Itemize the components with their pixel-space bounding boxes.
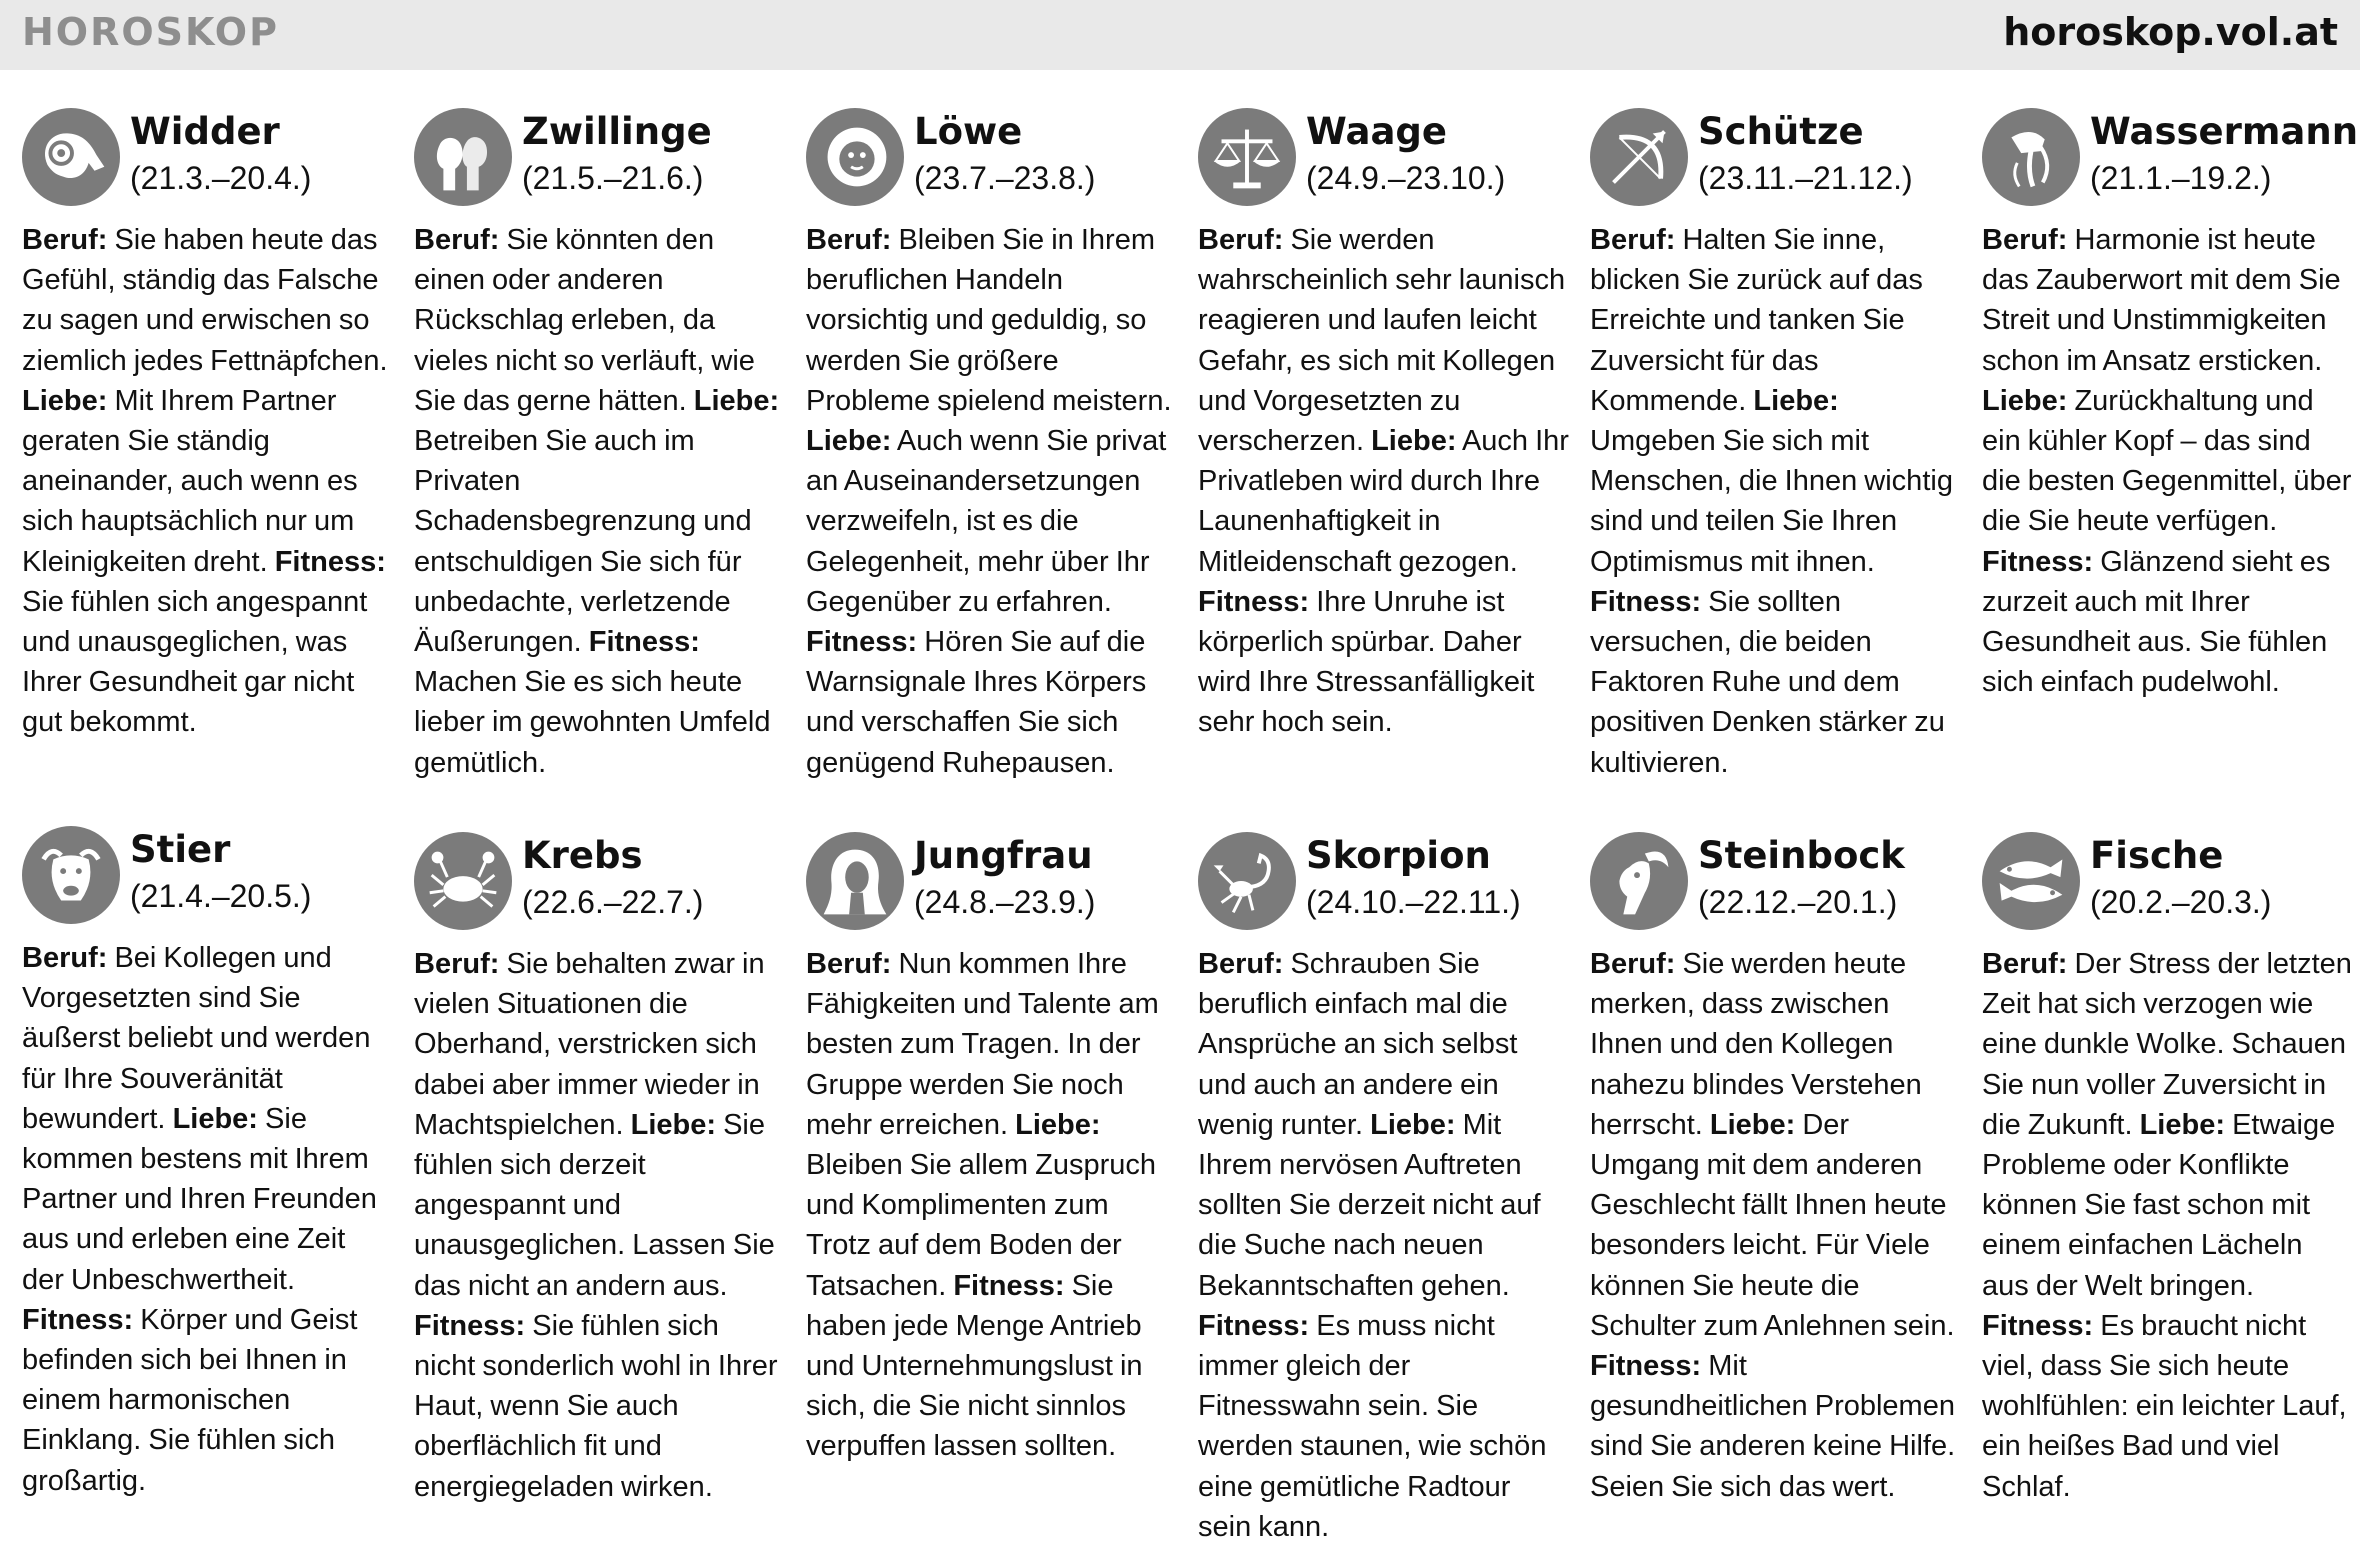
section-title: HOROSKOP	[22, 10, 279, 54]
goat-icon	[1590, 832, 1688, 930]
horoscope-text	[1198, 944, 1570, 1547]
liebe-label: Liebe:	[1370, 1108, 1456, 1141]
sign-card-steinbock	[1590, 832, 1962, 1507]
horoscope-text	[806, 944, 1178, 1467]
fitness-label: Fitness:	[414, 1309, 526, 1342]
sign-name: Fische	[2090, 834, 2224, 877]
fitness-text: Hören Sie auf die Warnsignale Ihres Körpers und verschaffen Sie sich genügend Ruhepausen.	[806, 626, 1147, 779]
beruf-text: Sie könnten den einen oder anderen Rückschlag erleben, da vieles nicht so verläuft, wie Sie das gerne hätten.	[414, 224, 755, 417]
liebe-text: Sie kommen bestens mit Ihrem Partner und Ihren Freunden aus und erleben eine Zeit der Unbeschwertheit.	[22, 1102, 377, 1296]
beruf-label: Beruf:	[806, 224, 892, 256]
beruf-label: Beruf:	[1982, 948, 2068, 980]
horoscope-text	[1982, 220, 2354, 702]
beruf-text: Der Stress der letzten Zeit hat sich verzogen wie eine dunkle Wolke. Schauen Sie nun voller Zuversicht in die Zukunft.	[1982, 948, 2352, 1141]
sign-name: Widder	[130, 110, 280, 153]
beruf-label: Beruf:	[1198, 224, 1284, 256]
sign-header	[414, 832, 786, 936]
sign-header	[806, 832, 1178, 936]
liebe-label: Liebe:	[172, 1102, 258, 1135]
fitness-label: Fitness:	[1198, 1309, 1310, 1342]
beruf-label: Beruf:	[414, 948, 500, 980]
beruf-text: Sie behalten zwar in vielen Situationen die Oberhand, verstricken sich dabei aber immer wieder in Machtspielchen.	[414, 948, 765, 1141]
water-bearer-icon	[1982, 108, 2080, 206]
beruf-label: Beruf:	[414, 224, 500, 256]
fitness-text: Körper und Geist befinden sich bei Ihnen in einem harmonischen Einklang. Sie fühlen sich großartig.	[22, 1303, 358, 1497]
horoscope-text	[22, 938, 394, 1501]
sign-name: Stier	[130, 828, 231, 871]
scorpion-icon	[1198, 832, 1296, 930]
beruf-label: Beruf:	[22, 942, 108, 974]
beruf-text: Halten Sie inne, blicken Sie zurück auf das Erreichte und tanken Sie Zuversicht für das Kommende.	[1590, 224, 1923, 417]
liebe-label: Liebe:	[1371, 425, 1457, 458]
sign-header	[22, 108, 394, 212]
liebe-text: Auch wenn Sie privat an Auseinandersetzungen verzweifeln, ist es die Gelegenheit, mehr über Ihr Gegenüber zu erfahren.	[806, 425, 1167, 618]
liebe-text: Der Umgang mit dem anderen Geschlecht fällt Ihnen heute besonders leicht. Für Viele können Sie heute die Schulter zum Anlehnen sein.	[1590, 1108, 1955, 1342]
sign-name: Krebs	[522, 834, 643, 877]
fitness-text: Mit gesundheitlichen Problemen sind Sie anderen keine Hilfe. Seien Sie sich das wert.	[1590, 1350, 1956, 1503]
liebe-text: Mit Ihrem Partner geraten Sie ständig aneinander, auch wenn es sich hauptsächlich nur um Kleinigkeiten dreht.	[22, 384, 358, 578]
sign-header	[22, 826, 394, 930]
beruf-label: Beruf:	[1982, 224, 2068, 256]
liebe-text: Zurückhaltung und ein kühler Kopf – das sind die besten Gegenmittel, über die Sie heute verfügen.	[1982, 384, 2352, 538]
sign-card-widder	[22, 108, 394, 743]
archer-icon	[1590, 108, 1688, 206]
beruf-label: Beruf:	[1590, 948, 1676, 980]
horoscope-text	[22, 220, 394, 743]
fitness-label: Fitness:	[22, 1303, 134, 1336]
fitness-label: Fitness:	[1590, 1350, 1702, 1383]
sign-card-wassermann	[1982, 108, 2359, 702]
beruf-text: Bleiben Sie in Ihrem beruflichen Handeln vorsichtig und geduldig, so werden Sie größere Probleme spielend meistern.	[806, 224, 1172, 417]
lion-icon	[806, 108, 904, 206]
horoscope-text	[1590, 220, 1962, 783]
sign-dates: (21.3.–20.4.)	[130, 160, 312, 196]
liebe-text: Sie fühlen sich derzeit angespannt und unausgeglichen. Lassen Sie das nicht an andern aus.	[414, 1108, 775, 1302]
liebe-text: Bleiben Sie allem Zuspruch und Komplimenten zum Trotz auf dem Boden der Tatsachen.	[806, 1149, 1157, 1302]
sign-dates: (24.9.–23.10.)	[1306, 160, 1506, 196]
liebe-label: Liebe:	[1015, 1108, 1101, 1141]
liebe-label: Liebe:	[22, 384, 108, 417]
fish-icon	[1982, 832, 2080, 930]
sign-dates: (22.6.–22.7.)	[522, 884, 704, 920]
sign-name: Schütze	[1698, 110, 1864, 153]
beruf-text: Nun kommen Ihre Fähigkeiten und Talente am besten zum Tragen. In der Gruppe werden Sie noch mehr erreichen.	[806, 948, 1159, 1141]
fitness-text: Sie fühlen sich angespannt und unausgeglichen, was Ihrer Gesundheit gar nicht gut bekommt.	[22, 585, 368, 739]
sign-header	[1590, 108, 1962, 212]
beruf-text: Schrauben Sie beruflich einfach mal die Ansprüche an sich selbst und auch an andere ein wenig runter.	[1198, 948, 1518, 1141]
virgin-icon	[806, 832, 904, 930]
fitness-label: Fitness:	[588, 626, 700, 659]
sign-name: Steinbock	[1698, 834, 1905, 877]
sign-name: Skorpion	[1306, 834, 1491, 877]
liebe-label: Liebe:	[693, 384, 780, 417]
beruf-text: Sie haben heute das Gefühl, ständig das Falsche zu sagen und erwischen so ziemlich jedes Fettnäpfchen.	[22, 224, 388, 377]
horoscope-text	[1590, 944, 1962, 1507]
beruf-label: Beruf:	[22, 224, 108, 256]
crab-icon	[414, 832, 512, 930]
liebe-text: Auch Ihr Privatleben wird durch Ihre Launenhaftigkeit in Mitleidenschaft gezogen.	[1198, 425, 1569, 578]
sign-card-loewe	[806, 108, 1178, 783]
sign-card-schuetze	[1590, 108, 1962, 783]
beruf-text: Sie werden heute merken, dass zwischen Ihnen und den Kollegen nahezu blindes Verstehen herrscht.	[1590, 948, 1922, 1141]
sign-name: Wassermann	[2090, 110, 2359, 153]
sign-card-fische	[1982, 832, 2354, 1507]
fitness-label: Fitness:	[806, 626, 918, 659]
fitness-text: Es braucht nicht viel, dass Sie sich heute wohlfühlen: ein leichter Lauf, ein heißes Bad und viel Schlaf.	[1982, 1309, 2347, 1503]
liebe-label: Liebe:	[806, 425, 892, 458]
sign-dates: (22.12.–20.1.)	[1698, 884, 1898, 920]
sign-card-zwillinge	[414, 108, 786, 783]
liebe-text: Mit Ihrem nervösen Auftreten sollten Sie derzeit nicht auf die Suche nach neuen Bekanntschaften gehen.	[1198, 1108, 1541, 1302]
beruf-label: Beruf:	[806, 948, 892, 980]
sign-card-waage	[1198, 108, 1570, 743]
fitness-text: Glänzend sieht es zurzeit auch mit Ihrer Gesundheit aus. Sie fühlen sich einfach pudelwohl.	[1982, 545, 2331, 699]
sign-name: Zwillinge	[522, 110, 712, 153]
sign-card-stier	[22, 826, 394, 1501]
fitness-label: Fitness:	[1982, 1309, 2094, 1342]
sign-header	[414, 108, 786, 212]
sign-dates: (24.8.–23.9.)	[914, 884, 1096, 920]
sign-header	[1590, 832, 1962, 936]
sign-name: Löwe	[914, 110, 1023, 153]
fitness-text: Sie sollten versuchen, die beiden Faktoren Ruhe und dem positiven Denken stärker zu kultivieren.	[1590, 585, 1945, 779]
liebe-text: Etwaige Probleme oder Konflikte können Sie fast schon mit einem einfachen Lächeln aus der Welt bringen.	[1982, 1108, 2336, 1302]
ram-icon	[22, 108, 120, 206]
fitness-label: Fitness:	[953, 1269, 1065, 1302]
site-url[interactable]: horoskop.vol.at	[2003, 10, 2338, 54]
sign-dates: (20.2.–20.3.)	[2090, 884, 2272, 920]
beruf-text: Sie werden wahrscheinlich sehr launisch reagieren und laufen leicht Gefahr, es sich mit Kollegen und Vorgesetzten zu verscherzen.	[1198, 224, 1566, 458]
sign-card-skorpion	[1198, 832, 1570, 1547]
fitness-text: Sie haben jede Menge Antrieb und Unternehmungslust in sich, die Sie nicht sinnlos verpuffen lassen sollten.	[806, 1269, 1143, 1463]
horoscope-text	[1198, 220, 1570, 743]
fitness-label: Fitness:	[1982, 545, 2094, 578]
horoscope-text	[414, 944, 786, 1507]
horoscope-text	[1982, 944, 2354, 1507]
liebe-label: Liebe:	[1753, 384, 1839, 417]
fitness-label: Fitness:	[1590, 585, 1702, 618]
fitness-text: Sie fühlen sich nicht sonderlich wohl in Ihrer Haut, wenn Sie auch oberflächlich fit und energiegeladen wirken.	[414, 1309, 778, 1503]
sign-dates: (21.5.–21.6.)	[522, 160, 704, 196]
sign-name: Waage	[1306, 110, 1448, 153]
beruf-label: Beruf:	[1198, 948, 1284, 980]
sign-header	[1982, 832, 2354, 936]
liebe-label: Liebe:	[1982, 384, 2068, 417]
sign-dates: (24.10.–22.11.)	[1306, 884, 1521, 920]
header-bar	[0, 0, 2360, 70]
bull-icon	[22, 826, 120, 924]
sign-dates: (21.4.–20.5.)	[130, 878, 312, 914]
horoscope-text	[414, 220, 786, 783]
fitness-text: Ihre Unruhe ist körperlich spürbar. Daher wird Ihre Stressanfälligkeit sehr hoch sein.	[1198, 585, 1535, 739]
twins-icon	[414, 108, 512, 206]
beruf-text: Harmonie ist heute das Zauberwort mit dem Sie Streit und Unstimmigkeiten schon im Ansatz ersticken.	[1982, 224, 2341, 377]
sign-name: Jungfrau	[914, 834, 1093, 877]
fitness-text: Machen Sie es sich heute lieber im gewohnten Umfeld gemütlich.	[414, 666, 771, 779]
beruf-label: Beruf:	[1590, 224, 1676, 256]
sign-card-jungfrau	[806, 832, 1178, 1467]
sign-header	[1982, 108, 2359, 212]
scales-icon	[1198, 108, 1296, 206]
liebe-text: Betreiben Sie auch im Privaten Schadensbegrenzung und entschuldigen Sie sich für unbedachte, verletzende Äußerungen.	[414, 425, 752, 659]
sign-dates: (23.7.–23.8.)	[914, 160, 1096, 196]
fitness-label: Fitness:	[274, 545, 386, 578]
fitness-label: Fitness:	[1198, 585, 1310, 618]
liebe-text: Umgeben Sie sich mit Menschen, die Ihnen wichtig sind und teilen Sie Ihren Optimismus mit ihnen.	[1590, 425, 1953, 578]
liebe-label: Liebe:	[1709, 1108, 1796, 1141]
liebe-label: Liebe:	[630, 1108, 717, 1141]
sign-dates: (21.1.–19.2.)	[2090, 160, 2272, 196]
sign-card-krebs	[414, 832, 786, 1507]
beruf-text: Bei Kollegen und Vorgesetzten sind Sie äußerst beliebt und werden für Ihre Souveränität bewundert.	[22, 942, 371, 1135]
horoscope-text	[806, 220, 1178, 783]
fitness-text: Es muss nicht immer gleich der Fitnesswahn sein. Sie werden staunen, wie schön eine gemütliche Radtour sein kann.	[1198, 1309, 1547, 1543]
sign-dates: (23.11.–21.12.)	[1698, 160, 1913, 196]
sign-header	[806, 108, 1178, 212]
sign-header	[1198, 832, 1570, 936]
liebe-label: Liebe:	[2139, 1108, 2225, 1141]
sign-header	[1198, 108, 1570, 212]
